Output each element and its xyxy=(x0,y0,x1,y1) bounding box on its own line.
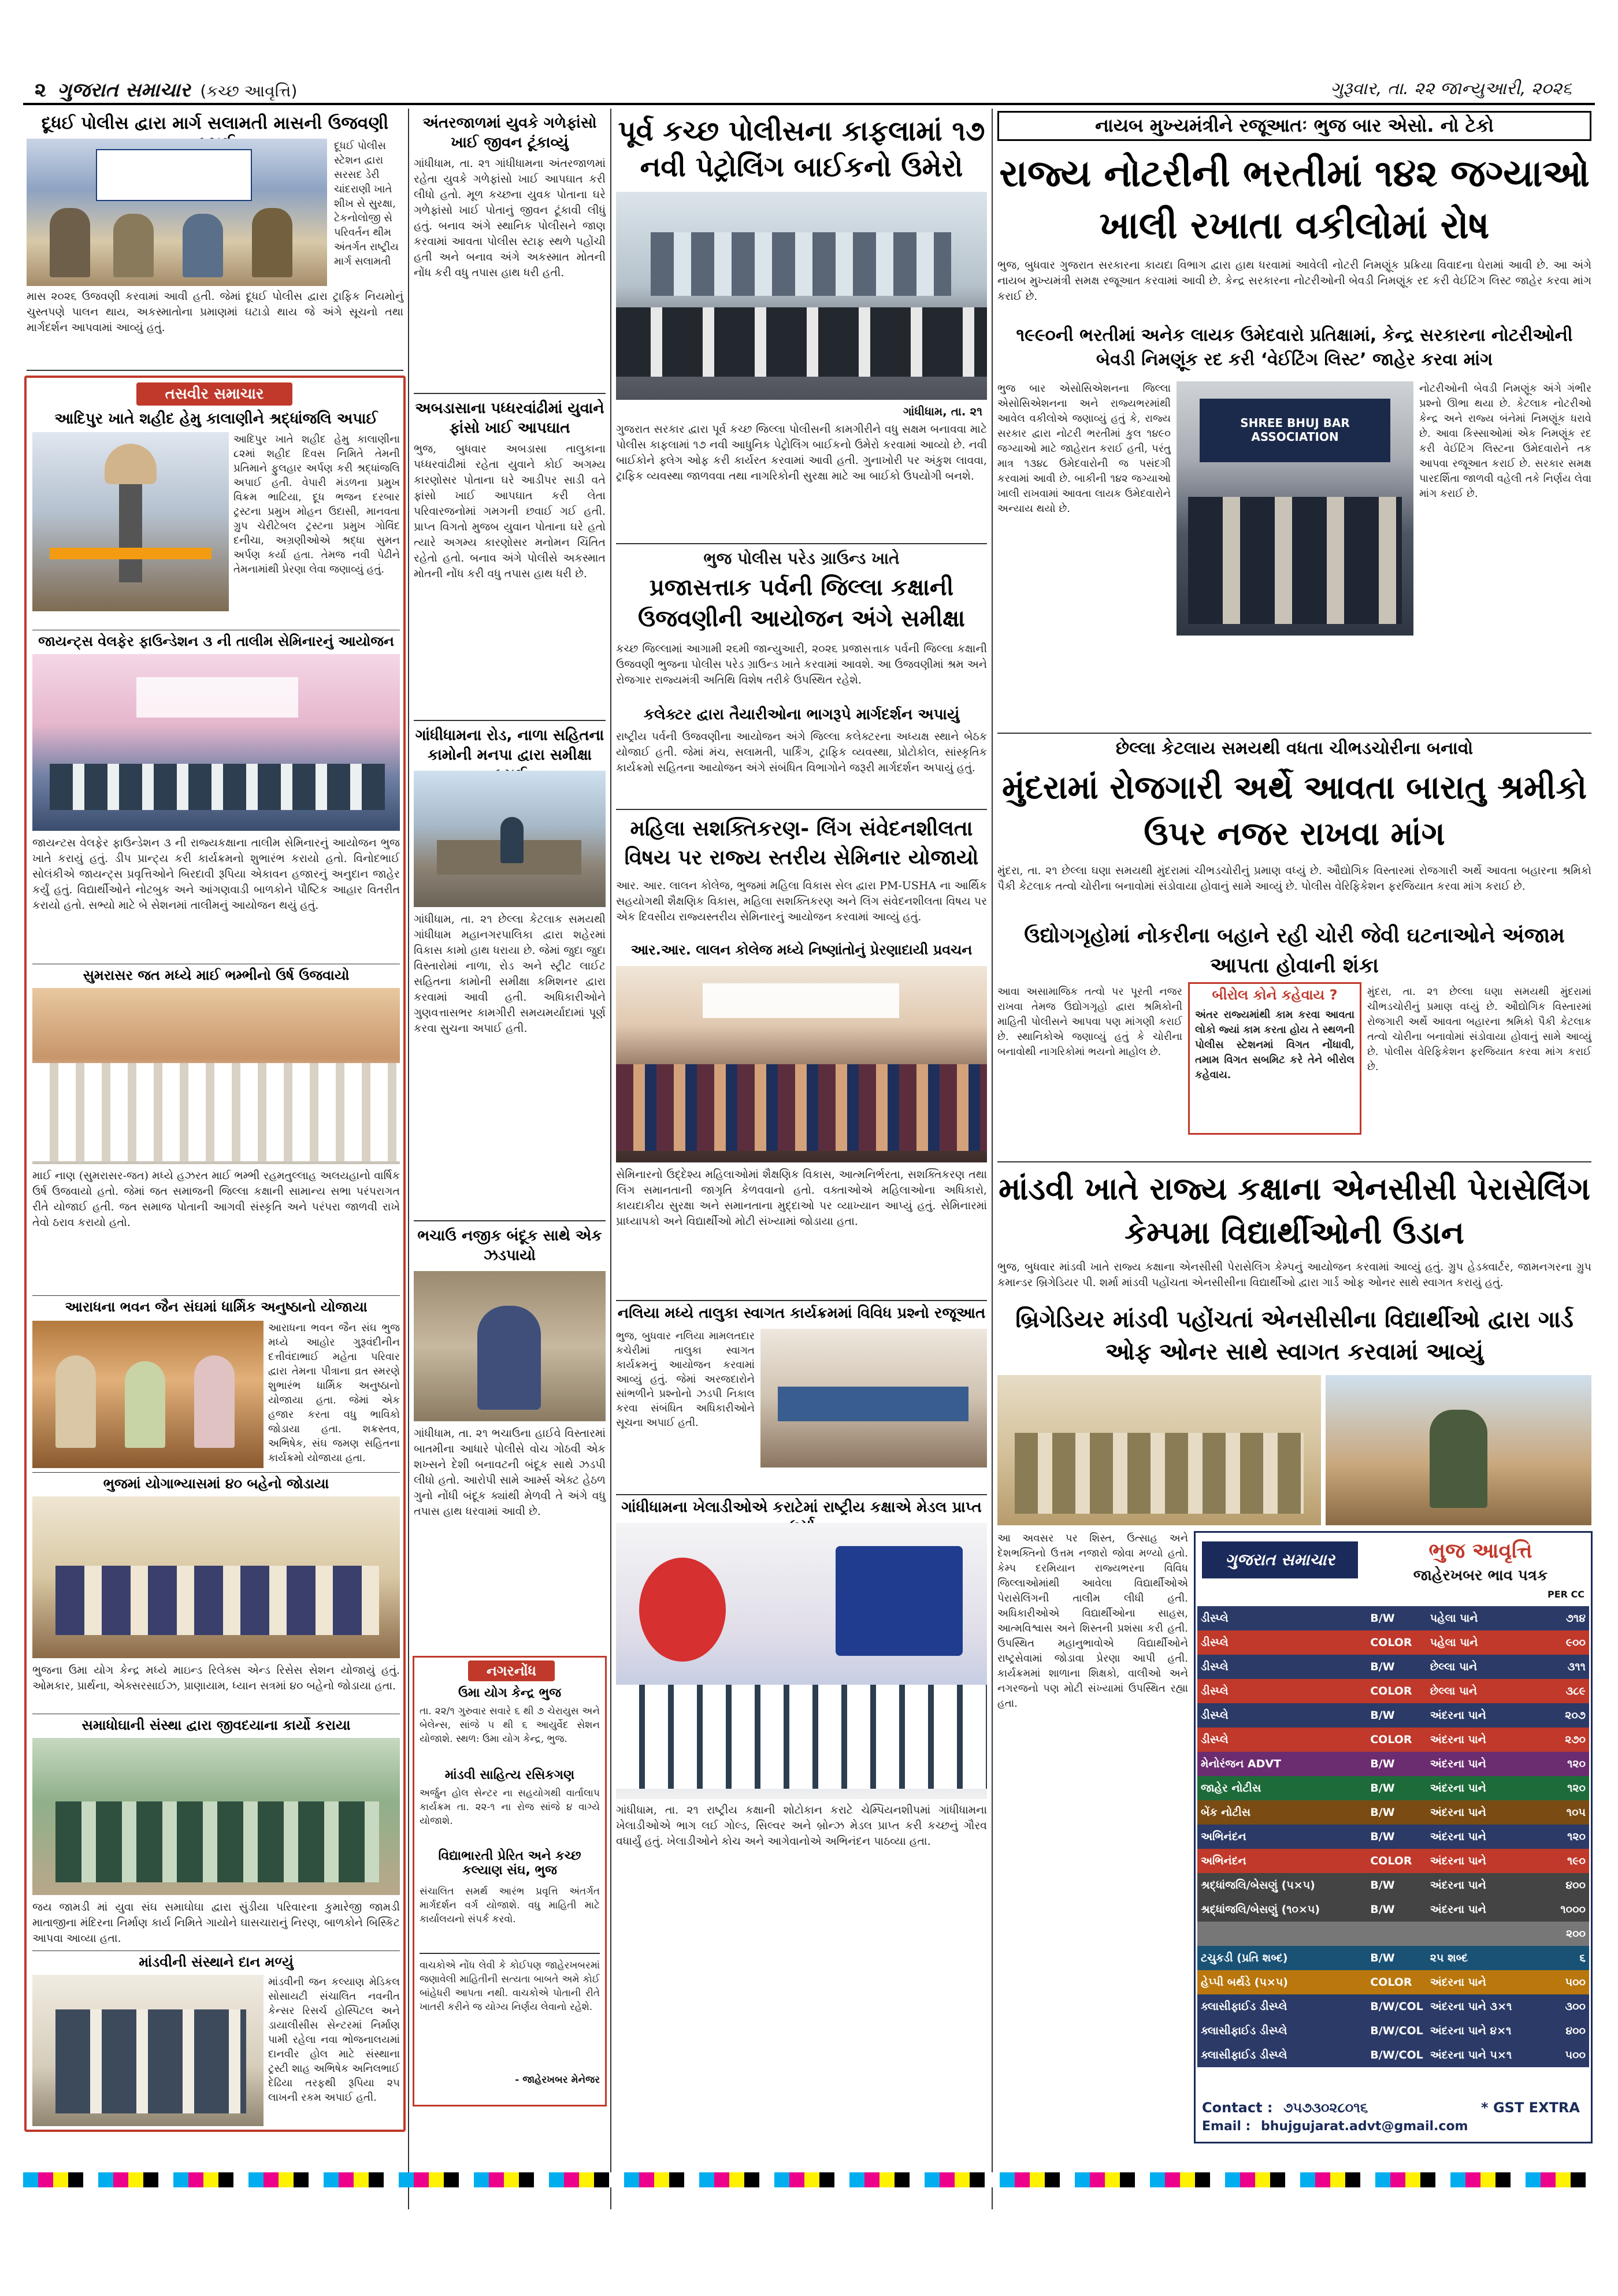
birol-box-body: અંતર રાજ્યમાંથી કામ કરવા આવતા લોકો જ્યાં કામ કરતા હોય તે સ્થળની પોલીસ સ્ટેશનમાં વિગત નોંધાવી, તમામ વિગત સબમિટ કરે તેને બીરોલ કહેવાય. xyxy=(1195,1009,1354,1081)
rate-row xyxy=(1197,1679,1589,1703)
rate-card-per-cc: PER CC xyxy=(1547,1589,1584,1600)
rate-row xyxy=(1197,1922,1589,1946)
headline-gandhidham-works: ગાંધીધામના રોડ, નાળા સહિતના કામોની મનપા દ્વારા સમીક્ષા xyxy=(415,727,604,764)
section-rule xyxy=(616,1300,987,1301)
rate-row xyxy=(1197,1606,1589,1630)
rate-cell-mode: B/W xyxy=(1370,1758,1395,1770)
photo-bar-association xyxy=(1177,381,1413,636)
rate-cell-mode: B/W xyxy=(1370,1830,1395,1843)
email-address[interactable]: bhujgujarat.advt@gmail.com xyxy=(1261,2119,1468,2134)
rate-cell-page xyxy=(1427,1922,1546,1946)
rate-cell-page: છેલ્લા પાને xyxy=(1430,1660,1478,1673)
contact-phone: ૭૫૭૩૦૨૮૦૧૬ xyxy=(1283,2100,1368,2116)
rate-cell-page: અંદરના પાને xyxy=(1430,1976,1486,1989)
section-rule xyxy=(616,809,987,810)
rate-cell-page: અંદરના પાને ૩×૧ xyxy=(1430,2000,1512,2013)
rate-cell-rate: ૨૭૦ xyxy=(1565,1733,1586,1746)
article-aradhana: આરાધના ભવન જૈન સંઘ ભુજ મધ્યે આહોર ગુરૂવંદીનીન દત્તીવંદાભાઈ મહેતા પરિવાર દ્વારા તેમના પીત્રાના વ્રત સ્મરણે શુભારંભ ધાર્મિક અનુષ્ઠાનો યોજાયા હતા. જેમાં એક હજાર કરતા વધુ ભાવિકો જોડાયા હતા. શક્રસ્તવ, અભિષેક, સંઘ જમણ સહિતના કાર્યક્રમો યોજાયા હતા. xyxy=(268,1322,400,1464)
rate-cell-name: જાહેર નોટીસ xyxy=(1201,1782,1261,1795)
email-label: Email : xyxy=(1202,2119,1251,2134)
header-rule xyxy=(23,103,1595,105)
rate-cell-mode: B/W xyxy=(1370,1782,1395,1795)
rate-cell-page: અંદરના પાને xyxy=(1430,1806,1486,1819)
rate-row xyxy=(1197,1727,1589,1752)
rate-row xyxy=(1197,1825,1589,1849)
rate-cell-name: ડીસ્પ્લે xyxy=(1201,1733,1229,1746)
advt-disclaimer-sign: - જાહેરખબર મેનેજર xyxy=(515,2074,600,2086)
article-abdasa: ભુજ, બુધવાર અબડાસા તાલુકાના પધ્ધરવાંઢીમાં રહેતા યુવાને કોઈ અગમ્ય કારણોસર પોતાના ઘરે આડીપર સાડી વતે ફાંસો ખાઈ આપઘાત કરી લેતા પરિવારજનોમાં ગમગની છવાઈ ગઈ હતી. પ્રાપ્ત વિગતો મુજબ યુવાન પોતાના ઘરે હતો ત્યારે અગમ્ય કારણોસર મનોમન ચિંતિત રહેતો હતો. બનાવ અંગે પોલીસે અકસ્માત મોતની નોંધ કરી વધુ તપાસ હાથ ધરી છે. xyxy=(414,443,606,580)
rate-cell-mode: B/W/COL xyxy=(1370,2000,1423,2013)
rate-cell-rate: ૧૨૦ xyxy=(1567,1758,1586,1770)
rate-cell-rate: ૬ xyxy=(1579,1952,1586,1964)
rate-card-paper: ગુજરાત સમાચાર xyxy=(1202,1541,1358,1578)
photo-karate-team xyxy=(616,1523,987,1799)
rate-cell-rate: ૨૦૦ xyxy=(1565,1927,1586,1940)
nn-mandvi-head: માંડવી સાહિત્ય રસિકગણ xyxy=(444,1768,575,1782)
photo-mandvi-donation xyxy=(32,1975,264,2126)
subhead-mundra: ઉદ્યોગગૃહોમાં નોકરીના બહાને રહી ચોરી જેવી ઘટનાઓને અંજામ આપતા હોવાની શંકા xyxy=(1024,924,1565,978)
headline-ncc-camp: માંડવી ખાતે રાજ્ય કક્ષાના એનસીસી પેરાસેલિંગ કેમ્પમા વિદ્યાર્થીઓની ઉડાન xyxy=(999,1171,1590,1251)
rate-cell-page: છેલ્લા પાને xyxy=(1430,1685,1478,1697)
headline-aradhana: આરાધના ભવન જૈન સંઘમાં ધાર્મિક અનુષ્ઠાનો યોજાયા xyxy=(65,1299,368,1315)
rate-cell-name: બેંક નોટીસ xyxy=(1201,1806,1251,1819)
photo-ncc-parasailing xyxy=(1326,1375,1591,1525)
rate-card-header xyxy=(1197,1536,1589,1604)
rate-cell-name: ડીસ્પ્લે xyxy=(1201,1709,1229,1722)
rate-row xyxy=(1197,1946,1589,1970)
headline-women-seminar: મહિલા સશક્તિકરણ- લિંગ સંવેદનશીલતા વિષય પર રાજ્ય સ્તરીય સેમિનાર યોજાયો xyxy=(624,817,979,870)
rate-card-email xyxy=(1202,2119,1586,2134)
photo-giants-seminar xyxy=(32,654,400,831)
rate-cell-name: ક્લાસીફાઈડ ડીસ્પ્લે xyxy=(1201,2024,1287,2037)
contact-label: Contact : xyxy=(1202,2100,1273,2116)
rate-cell-mode: B/W/COL xyxy=(1370,2049,1423,2061)
dateline: ગુરૂવાર, તા. ૨૨ જાન્યુઆરી, ૨૦૨૬ xyxy=(1330,79,1572,99)
nn-vidyabharti: સંચાલિત સમર્થ આરંભ પ્રવૃત્તિ અંતર્ગત માર્ગદર્શન વર્ગ યોજાશે. વધુ માહિતી માટે કાર્યાલયનો સંપર્ક કરવો. xyxy=(420,1886,600,1925)
article-women-seminar: આર. આર. લાલન કોલેજ, ભુજમાં મહિલા વિકાસ સેલ દ્વારા PM-USHA ના આર્થિક સહયોગથી શૈક્ષણિક વિકાસ, મહિલા સશક્તિકરણ અને લિંગ સંવેદનશીલતા વિષય પર એક દિવસીય રાજ્યસ્તરીય સેમિનારનું આયોજન કરવામાં આવ્યું હતું. xyxy=(616,879,987,923)
article-mundra-2: આવા અસામાજિક તત્વો પર પૂરતી નજર રાખવા તેમજ ઉદ્યોગગૃહો દ્વારા શ્રમિકોની માહિતી પોલીસને આપવા પણ માંગણી કરાઈ છે. સ્થાનિકોએ જણાવ્યું હતું કે ચોરીના બનાવોથી નાગરિકોમાં ભયનો માહોલ છે. xyxy=(997,986,1182,1058)
gst-note: * GST EXTRA xyxy=(1481,2100,1580,2116)
section-rule xyxy=(997,1161,1591,1162)
rate-cell-rate: ૧૦૫ xyxy=(1566,1806,1586,1819)
headline-samaghogha: સમાધોઘાની સંસ્થા દ્વારા જીવદયાના કાર્યો કરાયા xyxy=(81,1717,351,1733)
article-sumrasar: માઈ નાણ (સુમરાસર-જત) મધ્યે હઝરત માઈ ભમ્ભી રહમતુલ્લાહ અલયહાનો વાર્ષિક ઉર્ષ ઉજવાયો હતો. જેમાં જત સમાજની જિલ્લા કક્ષાની સામાન્ય સભા પરંપરાગત રીતે યોજાઈ હતી. જત સમાજ પોતાની આગવી સંસ્કૃતિ અને પરંપરા જાળવી રાખે તેવો ઠરાવ કરાયો હતો. xyxy=(32,1169,400,1229)
rate-cell-name: શ્રદ્ધાંજલિ/બેસણું (૫×૫) xyxy=(1201,1879,1315,1892)
rate-cell-rate: ૭૧૪ xyxy=(1565,1612,1586,1625)
rate-cell-mode: COLOR xyxy=(1370,1733,1412,1746)
article-republic-day: કચ્છ જિલ્લામાં આગામી ૨૬મી જાન્યુઆરી, ૨૦૨૬ પ્રજાસત્તાક પર્વની જિલ્લા કક્ષાની ઉજવણી ભુજના પોલીસ પરેડ ગ્રાઉન્ડ ખાતે કરવામાં આવશે. આ ઉજવણીમાં શ્રમ અને રોજગાર રાજ્યમંત્રી અતિથિ વિશેષ તરીકે ઉપસ્થિત રહેશે. xyxy=(616,642,987,686)
rate-row xyxy=(1197,1849,1589,1873)
photo-bar-caption: SHREE BHUJ BAR ASSOCIATION xyxy=(1240,416,1350,444)
rate-row xyxy=(1197,1873,1589,1897)
rate-cell-rate: ૩૮૯ xyxy=(1565,1685,1586,1697)
tasveer-samachar-label: તસવીર સમાચાર xyxy=(136,382,292,406)
rate-cell-mode: B/W xyxy=(1370,1806,1395,1819)
rate-cell-mode: B/W xyxy=(1370,1709,1395,1722)
rate-row xyxy=(1197,1655,1589,1679)
rate-cell-name xyxy=(1197,1922,1367,1946)
nn-uma-yoga-head: ઉમા યોગ કેન્દ્ર ભુજ xyxy=(458,1686,562,1700)
headline-bhachau: ભચાઉ નજીક બંદૂક સાથે એક ઝડપાયો xyxy=(417,1227,602,1264)
rate-cell-name: ડીસ્પ્લે xyxy=(1201,1660,1229,1673)
section-rule xyxy=(616,1494,987,1495)
article-karate: ગાંધીધામ, તા. ૨૧ રાષ્ટ્રીય કક્ષાની શોટોકાન કરાટે ચેમ્પિયનશીપમાં ગાંધીધામના ખેલાડીઓએ ભાગ લઈ ગોલ્ડ, સિલ્વર અને બ્રોન્ઝ મેડલ પ્રાપ્ત કરી કચ્છનું ગૌરવ વધાર્યું હતું. ખેલાડીઓને કોચ અને આગેવાનોએ અભિનંદન પાઠવ્યા હતા. xyxy=(616,1804,987,1848)
masthead xyxy=(35,79,1589,103)
rate-cell-mode: B/W xyxy=(1370,1660,1395,1673)
rate-cell-name: હેપ્પી બર્થડે (૫×૫) xyxy=(1201,1976,1288,1989)
kicker-mundra: છેલ્લા કેટલાય સમયથી વધતા ચીભડચોરીના બનાવો xyxy=(1115,738,1474,759)
article-yoga: ભુજના ઉમા યોગ કેન્દ્ર મધ્યે માઇન્ડ રિલેક્સ એન્ડ રિસેસ સેશન યોજાયું હતું. ઓમકાર, પ્રાર્થના, એક્સરસાઈઝ, પ્રાણાયામ, ધ્યાન સત્રમાં ૪૦ બહેનો જોડાયા હતા. xyxy=(32,1664,400,1692)
rate-cell-mode: B/W xyxy=(1370,1879,1395,1892)
article-antarjal: ગાંધીધામ, તા. ૨૧ ગાંધીધામના અંતરજાળમાં રહેતા યુવકે ગળેફાંસો ખાઈ આપઘાત કરી લીધો હતો. મૂળ કચ્છના યુવક પોતાના ઘરે ગળેફાંસો ખાઈ પોતાનું જીવન ટૂંકાવી લીધું હતું. બનાવ અંગે સ્થાનિક પોલીસને જાણ કરવામાં આવતા પોલીસ સ્ટાફ સ્થળે પહોંચી હતી અને બનાવ અંગે અકસ્માત મોતની નોંધ કરી વધુ તપાસ હાથ ધરી હતી. xyxy=(414,157,606,279)
rate-cell-name: ડીસ્પ્લે xyxy=(1201,1636,1229,1649)
rate-row xyxy=(1197,1752,1589,1776)
photo-patrolling-bikes xyxy=(616,192,987,400)
rate-row xyxy=(1197,1630,1589,1655)
headline-patrolling-bikes: પૂર્વ કચ્છ પોલીસના કાફલામાં ૧૭ નવી પેટ્રોલિંગ બાઈકનો ઉમેરો xyxy=(618,115,985,183)
nagarnondh-label: નગરનોંધ xyxy=(468,1660,555,1681)
headline-antarjal: અંતરજાળમાં યુવકે ગળેફાંસો ખાઈ જીવન ટૂંકાવ્યું xyxy=(422,114,597,151)
photo-bhachau-accused xyxy=(414,1271,606,1421)
rate-cell-rate: ૪૦૦ xyxy=(1565,2024,1586,2037)
headline-giants: જાયન્ટ્સ વેલફેર ફાઉન્ડેશન ૩ ની તાલીમ સેમિનારનું આયોજન xyxy=(38,633,394,649)
rate-cell-name: ટચુકડી (પ્રતિ શબ્દ) xyxy=(1201,1952,1288,1964)
article-giants: જાયન્ટસ વેલફેર ફાઉન્ડેશન ૩ ની રાજ્યકક્ષાના તાલીમ સેમિનારનું આયોજન ભુજ ખાતે કરાયું હતું. ડીપ પ્રાન્ટ્ય કરી કાર્યક્રમનો શુભારંભ કરાયો હતો. વિનોદભાઈ સોલંકીએ જાયન્ટ્સ પ્રવૃત્તિઓને બિરદાવી રૂપિયા એકાવન હજારનું અનુદાન જાહેર કર્યું હતું. વિદ્યાર્થીઓને નોટબુક અને આંગણવાડી બાળકોને પૌષ્ટિક આહાર વિતરીત કરાયો હતો. સભ્યો માટે બે સેશનમાં તાલીમનું આયોજન થયું હતું. xyxy=(32,837,400,912)
rate-cell-mode: B/W/COL xyxy=(1370,2024,1423,2037)
article-gandhidham-works: ગાંધીધામ, તા. ૨૧ છેલ્લા કેટલાક સમયથી ગાંધીધામ મહાનગરપાલિકા દ્વારા શહેરમાં વિકાસ કામો હાથ ધરાયા છે. જેમાં જુદા જુદા વિસ્તારોમાં નાળા, રોડ અને સ્ટ્રીટ લાઈટ સહિતના કામોની સમીક્ષા કમિશનર દ્વારા કરવામાં આવી હતી. અધિકારીઓને ગુણવત્તાસભર કામગીરી સમયમર્યાદામાં પૂર્ણ કરવા સુચના અપાઈ હતી. xyxy=(414,913,606,1035)
headline-notary: રાજ્ય નોટરીની ભરતીમાં ૧૪૨ જગ્યાઓ ખાલી રખાતા વકીલોમાં રોષ xyxy=(999,153,1590,247)
rate-cell-name: શ્રદ્ધાંજલિ/બેસણું (૧૦×૫) xyxy=(1201,1903,1320,1916)
article-mandvi-donation: માંડવીની જન કલ્યાણ મેડિકલ સોસાયટી સંચાલિત નવનીત કેન્સર રિસર્ચ હોસ્પિટલ અને ડાયાલીસીસ સેન્ટરમાં નિર્માણ પામી રહેલા નવા ભોજનાલયમાં દાનવીર હોલ માટે સંસ્થાના ટ્રસ્ટી શાહ અભિષેક અનિલભાઈ દેઢિયા તરફથી રૂપિયા ૨૫ લાખની રકમ અપાઈ હતી. xyxy=(268,1976,400,2104)
rate-cell-rate: ૪૦૦ xyxy=(1565,1879,1586,1892)
photo-aradhana-bhavan xyxy=(32,1321,264,1468)
rate-cell-page: અંદરના પાને xyxy=(1430,1758,1486,1770)
rate-cell-mode: COLOR xyxy=(1370,1855,1412,1867)
article-ncc-camp-2: આ અવસર પર શિસ્ત, ઉત્સાહ અને દેશભક્તિનો ઉત્તમ નજારો જોવા મળ્યો હતો. કેમ્પ દરમિયાન રાજ્યભરના વિવિધ જિલ્લાઓમાંથી આવેલા વિદ્યાર્થીઓએ પેરાસેલિંગની તાલીમ લીધી હતી. અધિકારીઓએ વિદ્યાર્થીઓના સાહસ, આત્મવિશ્વાસ અને શિસ્તની પ્રશંસા કરી હતી. ઉપસ્થિત મહાનુભાવોએ વિદ્યાર્થીઓને રાષ્ટ્રસેવામાં જોડાવા પ્રેરણા આપી હતી. કાર્યક્રમમાં શાળાના શિક્ષકો, વાલીઓ અને નગરજનો પણ મોટી સંખ્યામાં ઉપસ્થિત રહ્યા હતા. xyxy=(997,1532,1188,1710)
rate-cell-rate: ૧૦૦૦ xyxy=(1560,1903,1586,1916)
photo-women-seminar xyxy=(616,966,987,1162)
rate-cell-page: અંદરના પાને xyxy=(1430,1709,1486,1722)
rate-cell-mode xyxy=(1367,1922,1427,1946)
article-ncc-camp: ભુજ, બુધવાર માંડવી ખાતે રાજ્ય કક્ષાના એનસીસી પેરાસેલિંગ કેમ્પનું આયોજન કરવામાં આવ્યું હતું. ગ્રુપ હેડક્વાર્ટર, જામનગરના ગ્રુપ કમાન્ડર બ્રિગેડિયર પી. શર્મા માંડવી પહોંચતા એનસીસીના વિદ્યાર્થીઓ દ્વારા ગાર્ડ ઓફ ઓનર સાથે સ્વાગત કરાયું હતું. xyxy=(997,1261,1591,1289)
rate-cell-page: અંદરના પાને xyxy=(1430,1830,1486,1843)
rate-cell-rate: ૧૨૦ xyxy=(1567,1830,1586,1843)
photo-gandhidham-road xyxy=(414,771,606,907)
rate-cell-mode: B/W xyxy=(1370,1612,1395,1625)
rate-row xyxy=(1197,1994,1589,2019)
advt-disclaimer: વાચકોએ નોંધ લેવી કે કોઈપણ જાહેરખબરમાં જણાવેલી માહિતીની સત્યતા બાબતે અમે કોઈ બાંહેધરી આપતા નથી. વાચકોએ પોતાની રીતે ખાતરી કરીને જ યોગ્ય નિર્ણય લેવાનો રહેશે. xyxy=(420,1953,600,2014)
article-naliya: ભુજ, બુધવાર નલિયા મામલતદાર કચેરીમાં તાલુકા સ્વાગત કાર્યક્રમનું આયોજન કરવામાં આવ્યું હતું. જેમાં અરજદારોને સાંભળીને પ્રશ્નોનો ઝડપી નિકાલ કરવા સંબંધિત અધિકારીઓને સૂચના અપાઈ હતી. xyxy=(616,1330,755,1429)
rate-cell-page: ૨૫ શબ્દ xyxy=(1430,1952,1468,1964)
print-color-bar xyxy=(23,2172,1595,2187)
rate-cell-name: અભિનંદન xyxy=(1201,1855,1246,1867)
section-rule xyxy=(414,720,606,721)
photo-caption-gandhidham: ગાંધીધામ, તા. ૨૧ xyxy=(903,404,982,418)
rate-cell-page: અંદરના પાને xyxy=(1430,1733,1486,1746)
article-notary-2: નોટરીઓની બેવડી નિમણૂંક અંગે ગંભીર પ્રશ્નો ઊભા થયા છે. કેટલાક નોટરીઓ કેન્દ્ર અને રાજ્ય બંનેમાં નિમણૂંક ધરાવે છે. આવા કિસ્સાઓમાં એક નિમણૂંક રદ કરી વેઈટિંગ લિસ્ટના ઉમેદવારોને તક આપવા રજૂઆત કરાઈ છે. સરકાર સમક્ષ પારદર્શિતા જાળવી વહેલી તકે નિર્ણય લેવા માંગ કરાઈ છે. xyxy=(1419,382,1591,500)
section-rule xyxy=(32,1295,400,1296)
page-number: ૨ xyxy=(35,79,46,102)
birol-box-head: બીરોલ કોને કહેવાય ? xyxy=(1212,987,1338,1003)
rate-row xyxy=(1197,2043,1589,2067)
rate-cell-name: મેનોરંજન ADVT xyxy=(1201,1758,1282,1770)
paper-name: ગુજરાત સમાચાર xyxy=(57,79,191,102)
headline-sumrasar: સુમરાસર જત મધ્યે માઈ ભમ્ભીનો ઉર્ષ ઉજવાયો xyxy=(83,967,350,983)
kicker-deputy-cm-text: નાયબ મુખ્યમંત્રીને રજૂઆતઃ ભુજ બાર એસો. નો ટેકો xyxy=(1095,114,1494,136)
rate-card-contact xyxy=(1202,2100,1586,2116)
rate-row xyxy=(1197,1897,1589,1922)
rate-cell-rate: ૩૦૦ xyxy=(1565,2000,1586,2013)
headline-mundra: મુંદરામાં રોજગારી અર્થે આવતા બારાતુ શ્રમીકો ઉપર નજર રાખવા માંગ xyxy=(1002,769,1587,853)
section-rule xyxy=(414,1220,606,1221)
article-mundra-3-text: મુંદરા, તા. ૨૧ છેલ્લા ઘણા સમયથી મુંદરામાં ચીભડચોરીનું પ્રમાણ વધ્યું છે. ઔદ્યોગિક વિસ્તારમાં રોજગારી અર્થે આવતા બહારના શ્રમિકો પૈકી કેટલાક તત્વો ચોરીના બનાવોમાં સંડોવાયા હોવાનું સામે આવ્યું છે. પોલીસ વેરિફિકેશન ફરજિયાત કરવા માંગ કરાઈ છે. xyxy=(1367,986,1591,1073)
headline-karate: ગાંધીધામના ખેલાડીઓએ કરાટેમાં રાષ્ટ્રીય કક્ષાએ મેડલ પ્રાપ્ત xyxy=(621,1499,982,1516)
rate-cell-name: ક્લાસીફાઈડ ડીસ્પ્લે xyxy=(1201,2049,1287,2061)
rate-row xyxy=(1197,1800,1589,1825)
rate-table-grid xyxy=(1197,1606,1589,2067)
nn-mandvi: અર્જુન હોલ સેન્ટર ના સહયોગથી વાર્તાલાપ કાર્યક્રમ તા. ૨૨-૧ ના રોજ સાંજે ૪ વાગ્યે યોજાશે. xyxy=(420,1788,600,1827)
article-adipur: આદિપુર ખાતે શહીદ હેમુ કાલાણીના ૮૨માં શહીદ દિવસ નિમિતે તેમની પ્રતિમાને ફુલહાર અર્પણ કરી શ્રદ્ધાંજલિ અપાઈ હતી. વેપારી મંડળના પ્રમુખ વિક્રમ ભાટિયા, દૂધ ભજન દરબાર ટ્રસ્ટના પ્રમુખ મોહન ઉદાસી, માનવતા ગ્રુપ ચેરીટેબલ ટ્રસ્ટના પ્રમુખ ગોવિંદ દનીચા, અગ્રણીઓએ શ્રદ્ધા સુમન અર્પણ કર્યા હતા. તેમજ નવી પેઢીને તેમનામાંથી પ્રેરણા લેવા જણાવ્યું હતું. xyxy=(233,433,400,575)
rate-row xyxy=(1197,1970,1589,1994)
article-samaghogha: જય જામડી માં યુવા સંઘ સમાઘોઘા દ્વારા સુંડીયા પરિવારના કુમારેજી જામડી માતાજીના મંદિરના નિર્માણ કાર્ય નિમિતે ગાયોને ઘાસચારાનું નિરણ, બાળકોને બિસ્કિટ આપવા આવ્યા હતા. xyxy=(32,1901,400,1945)
rate-row xyxy=(1197,1776,1589,1800)
rate-cell-rate: ૧૨૦ xyxy=(1567,1782,1586,1795)
headline-dudhai: દૂધઈ પોલીસ દ્વારા માર્ગ સલામતી માસની ઉજવણી xyxy=(41,113,389,133)
rate-card-edition: ભુજ આવૃત્તિ xyxy=(1428,1539,1532,1563)
article-dudhai-side: દૂધઈ પોલીસ સ્ટેશન દ્વારા સરસદ ડેરી ચાંદરાણી ખાતે શીખ સે સુરક્ષા, ટેકનોલોજી સે પરિવર્તન થીમ અંતર્ગત રાષ્ટ્રીય માર્ગ સલામતી xyxy=(334,140,399,268)
rate-cell-rate: ૨૦૭ xyxy=(1565,1709,1586,1722)
rate-cell-mode: B/W xyxy=(1370,1952,1395,1964)
article-collector-guidance: રાષ્ટ્રીય પર્વની ઉજવણીના આયોજન અંગે જિલ્લા કલેક્ટરના અધ્યક્ષ સ્થાને બેઠક યોજાઈ હતી. જેમાં મંચ, સલામતી, પાર્કિંગ, ટ્રાફિક વ્યવસ્થા, પ્રોટોકોલ, સાંસ્કૃતિક કાર્યક્રમો સહિતના આયોજન અંગે સંબંધિત વિભાગોને જરૂરી માર્ગદર્શન અપાયું હતું. xyxy=(616,730,987,774)
article-notary-intro: ભુજ, બુધવાર ગુજરાત સરકારના કાયદા વિભાગ દ્વારા હાથ ધરવામાં આવેલી નોટરી નિમણૂંક પ્રક્રિયા વિવાદના ઘેરામાં આવી છે. આ અંગે નાયબ મુખ્યમંત્રી સમક્ષ રજૂઆત કરવામાં આવી છે. કેન્દ્ર સરકારના નોટરીઓની બેવડી નિમણૂંક રદ કરી વેઈટિંગ લિસ્ટ જાહેર કરવા માંગ કરાઈ છે. xyxy=(997,259,1591,303)
rate-cell-page: અંદરના પાને xyxy=(1430,1782,1486,1795)
rate-cell-mode: COLOR xyxy=(1370,1976,1412,1989)
rate-row xyxy=(1197,1703,1589,1727)
rate-cell-rate: ૫૦૦ xyxy=(1565,2049,1586,2061)
rate-cell-name: ડીસ્પ્લે xyxy=(1201,1612,1229,1625)
headline-abdasa: અબડાસાના પધ્ધરવાંઢીમાં યુવાને ફાંસો ખાઈ આપઘાત xyxy=(415,400,604,437)
rate-cell-mode: COLOR xyxy=(1370,1636,1412,1649)
headline-yoga: ભુજમાં યોગાભ્યાસમાં ૪૦ બહેનો જોડાયા xyxy=(103,1476,329,1492)
nn-vidyabharti-head: વિદ્યાભારતી પ્રેરિત અને કચ્છ કલ્યાણ સંઘ, ભુજ xyxy=(438,1849,581,1878)
photo-samaghogha xyxy=(32,1738,400,1895)
rate-cell-rate: ૯૦૦ xyxy=(1565,1636,1586,1649)
rate-cell-mode: COLOR xyxy=(1370,1685,1412,1697)
rate-cell-rate: ૩૧૧ xyxy=(1567,1660,1586,1673)
headline-naliya: નલિયા મધ્યે તાલુકા સ્વાગત કાર્યક્રમમાં વિવિધ પ્રશ્નો રજૂઆત xyxy=(617,1305,986,1322)
article-dudhai: માસ ૨૦૨૬ ઉજવણી કરવામાં આવી હતી. જેમાં દૂધઈ પોલીસ દ્વારા ટ્રાફિક નિયમોનું ચુસ્તપણે પાલન થાય, અકસ્માતોના પ્રમાણમાં ઘટાડો થાય જે અંગે સૂચનો તથા માર્ગદર્શન આપવામાં આવ્યું હતું. xyxy=(27,290,403,334)
section-rule xyxy=(27,370,403,371)
photo-naliya-swagat xyxy=(760,1329,987,1467)
headline-mandvi-donation: માંડવીની સંસ્થાને દાન મળ્યું xyxy=(139,1954,294,1970)
article-mundra: મુંદરા, તા. ૨૧ છેલ્લા ઘણા સમયથી મુંદરામાં ચીભડચોરીનું પ્રમાણ વધ્યું છે. ઔદ્યોગિક વિસ્તારમાં રોજગારી અર્થે આવતા બહારના શ્રમિકો પૈકી કેટલાક તત્વો ચોરીના બનાવોમાં સંડોવાયા હોવાનું સામે આવ્યું છે. પોલીસ વેરિફિકેશન ફરજિયાત કરવા માંગ કરાઈ છે. xyxy=(997,864,1591,893)
rate-cell-page: પહેલા પાને xyxy=(1430,1636,1478,1649)
rate-cell-name: ડીસ્પ્લે xyxy=(1201,1685,1229,1697)
rate-cell-page: અંદરના પાને xyxy=(1430,1903,1486,1916)
column-divider xyxy=(992,109,993,2209)
rate-cell-name: અભિનંદન xyxy=(1201,1830,1246,1843)
article-notary: ભુજ બાર એસોસિએશનના જિલ્લા એસોસિએશનના અને રાજ્યભરમાંથી આવેલ વકીલોએ જણાવ્યું હતું કે, રાજ્ય સરકાર દ્વારા નોટરી ભરતીમાં કુલ ૧૪૯૦ જગ્યાઓ માટે જાહેરાત કરાઈ હતી, પરંતુ માત્ર ૧૩૪૮ ઉમેદવારોની જ પસંદગી કરવામાં આવી છે. બાકીની ૧૪૨ જગ્યાઓ ખાલી રાખવામાં આવતા લાયક ઉમેદવારોને અન્યાય થયો છે. xyxy=(997,382,1171,515)
rate-cell-page: અંદરના પાને ૪×૧ xyxy=(1430,2024,1512,2037)
photo-yoga-class xyxy=(32,1496,400,1658)
headline-adipur: આદિપુર ખાતે શહીદ હેમુ કાલાણીને શ્રદ્ધાંજલિ અપાઈ xyxy=(54,410,378,428)
rate-card-subtitle: જાહેરખબર ભાવ પત્રક xyxy=(1413,1567,1548,1584)
section-rule xyxy=(32,1472,400,1473)
rate-cell-page: અંદરના પાને xyxy=(1430,1879,1486,1892)
section-rule xyxy=(997,733,1591,734)
rate-cell-rate: ૫૦૦ xyxy=(1565,1976,1586,1989)
rate-table xyxy=(1197,1606,1589,2067)
rate-cell-mode: B/W xyxy=(1370,1903,1395,1916)
rate-cell-page: અંદરના પાને ૫×૧ xyxy=(1430,2049,1512,2061)
column-divider xyxy=(610,109,611,2209)
rate-cell-page: પહેલા પાને xyxy=(1430,1612,1478,1625)
column-divider xyxy=(408,109,409,2209)
rate-cell-name: ક્લાસીફાઈડ ડીસ્પ્લે xyxy=(1201,2000,1287,2013)
rate-row xyxy=(1197,2019,1589,2043)
photo-sumrasar-urs xyxy=(32,988,400,1164)
photo-adipur-memorial xyxy=(32,432,229,611)
headline-republic-day: પ્રજાસત્તાક પર્વની જિલ્લા કક્ષાની ઉજવણીની આયોજન અંગે સમીક્ષા xyxy=(638,574,965,632)
section-rule xyxy=(414,393,606,394)
photo-dudhai-police xyxy=(27,139,327,286)
subhead-collector-guidance: કલેક્ટર દ્વારા તૈયારીઓના ભાગરૂપે માર્ગદર્શન અપાયું xyxy=(643,706,960,723)
article-bhachau: ગાંધીધામ, તા. ૨૧ ભચાઉના હાઈવે વિસ્તારમાં બાતમીના આધારે પોલીસે વોચ ગોઠવી એક શખ્સને દેશી બનાવટની બંદૂક સાથે ઝડપી લીધો હતો. આરોપી સામે આર્મ્સ એક્ટ હેઠળ ગુનો નોંધી બંદૂક ક્યાંથી મેળવી તે અંગે વધુ તપાસ હાથ ધરવામાં આવી છે. xyxy=(414,1427,606,1518)
subhead-notary: ૧૯૯૦ની ભરતીમાં અનેક લાયક ઉમેદવારો પ્રતિક્ષામાં, કેન્દ્ર સરકારના નોટરીઓની બેવડી નિમણૂંક રદ કરી ‘વેઈટિંગ લિસ્ટ’ જાહેર કરવા માંગ xyxy=(1016,325,1573,370)
edition-label: (કચ્છ આવૃત્તિ) xyxy=(200,81,298,101)
article-patrolling-bikes: ગુજરાત સરકાર દ્વારા પૂર્વ કચ્છ જિલ્લા પોલીસની કામગીરીને વધુ સક્ષમ બનાવવા માટે પોલીસ કાફલામાં ૧૭ નવી આધુનિક પેટ્રોલિંગ બાઈકનો ઉમેરો કરવામાં આવ્યો છે. નવી બાઈકોને ફ્લેગ ઓફ કરી કાર્યરત કરવામાં આવી હતી. ગુનાખોરી પર અંકુશ લાવવા, ટ્રાફિક વ્યવસ્થા જાળવવા તથા નાગરિકોની સુરક્ષા માટે આ બાઈકો ઉપયોગી બનશે. xyxy=(616,423,987,482)
subhead-lalan-college: આર.આર. લાલન કોલેજ મધ્યે નિષ્ણાંતોનું પ્રેરણાદાયી પ્રવચન xyxy=(630,942,973,958)
nn-uma-yoga: તા. ૨૨/૧ ગુરુવાર સવારે ૬ થી ૭ ચેરાયુસ અને બેલેન્સ, સાંજે ૫ થી ૬ આયુર્વેદ સેશન યોજાશે. સ્થળ: ઉમા યોગ કેન્દ્ર, ભુજ. xyxy=(420,1706,600,1745)
article-mundra-3 xyxy=(1367,984,1591,1075)
rate-cell-rate: ૧૯૦ xyxy=(1567,1855,1586,1867)
article-lalan-college: સેમિનારનો ઉદ્દેશ્ય મહિલાઓમાં શૈક્ષણિક વિકાસ, આત્મનિર્ભરતા, સશક્તિકરણ તથા લિંગ સમાનતાની જાગૃતિ કેળવવાનો હતો. વક્તાઓએ મહિલાઓના અધિકારો, કાયદાકીય સુરક્ષા અને સમાનતાના મુદ્દાઓ પર વ્યાખ્યાન આપ્યું હતું. સેમિનારમાં પ્રાધ્યાપકો અને વિદ્યાર્થીઓ મોટી સંખ્યામાં જોડાયા હતા. xyxy=(616,1168,987,1228)
photo-ncc-guard xyxy=(997,1375,1321,1525)
kicker-parade-ground: ભુજ પોલીસ પરેડ ગ્રાઉન્ડ ખાતે xyxy=(703,549,900,568)
rate-cell-page: અંદરના પાને xyxy=(1430,1855,1486,1867)
subhead-ncc-camp: બ્રિગેડિયર માંડવી પહોંચતાં એનસીસીના વિદ્યાર્થીઓ દ્વારા ગાર્ડ ઓફ ઓનર સાથે સ્વાગત કરવામાં આવ્યું xyxy=(1015,1306,1574,1365)
section-rule xyxy=(616,543,987,544)
